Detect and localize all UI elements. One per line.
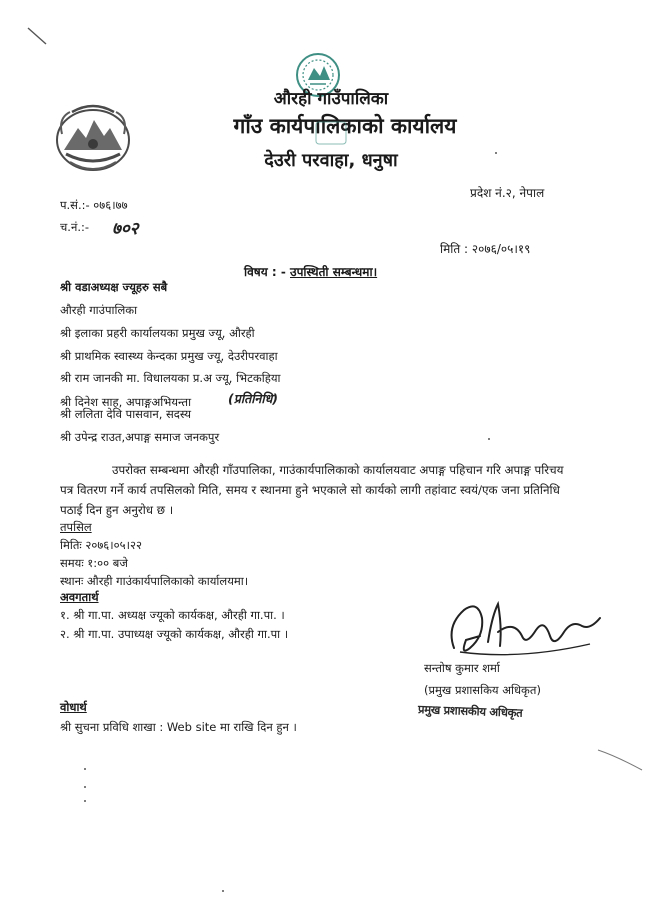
scan-dot bbox=[488, 438, 490, 440]
info-item: २. श्री गा.पा. उपाध्यक्ष ज्यूको कार्यकक्ष, औरही गा.पा । bbox=[60, 627, 289, 641]
scan-dot bbox=[84, 786, 86, 788]
info-heading: अवगतार्थ bbox=[60, 590, 99, 604]
recipient-line: श्री इलाका प्रहरी कार्यालयका प्रमुख ज्यू, औरही bbox=[60, 326, 255, 340]
recipient-line: श्री राम जानकी मा. विधालयका प्र.अ ज्यू, भिटकहिया bbox=[60, 371, 281, 385]
official-stamp: प्रमुख प्रशासकीय अधिकृत bbox=[417, 702, 523, 720]
body-paragraph: उपरोक्त सम्बन्धमा औरही गाँउपालिका, गाउंकार्यपालिकाको कार्यालयवाट अपाङ्ग पहिचान गरि अपाङ्ग परिचय पत्र वितरण गर्ने कार्य तपसिलको मिति, समय र स्थानमा हुने भएकाले सो कार्यको लागी तहांवाट स्वयं/एक जना प्रतिनिधि पठाई दिन हुन अनुरोध छ । bbox=[60, 463, 564, 517]
signatory-title: (प्रमुख प्रशासकिय अधिकृत) bbox=[424, 683, 541, 697]
reference-number: प.सं.:- ०७६।७७ bbox=[60, 198, 128, 212]
recipient-line: श्री प्राथमिक स्वास्थ्य केन्दका प्रमुख ज्यू, देउरीपरवाहा bbox=[60, 349, 278, 363]
recipient-line: श्री दिनेश साह, अपाङ्गअभियन्ता bbox=[60, 395, 192, 409]
tapasil-heading: तपसिल bbox=[60, 520, 92, 534]
tapasil-time: समयः १:०० बजे bbox=[60, 556, 128, 570]
office-seal-icon bbox=[314, 118, 348, 148]
recipient-line: श्री उपेन्द्र राउत,अपाङ्ग समाज जनकपुर bbox=[60, 430, 220, 444]
dispatch-number-label: च.नं.:- bbox=[60, 220, 90, 234]
tapasil-date: मितिः २०७६।०५।२२ bbox=[60, 538, 142, 552]
dispatch-number-handwritten: ७०२ bbox=[112, 219, 139, 239]
recipient-line: श्री ललिता देवि पासवान, सदस्य bbox=[60, 407, 192, 421]
office-address: देउरी परवाहा, धनुषा bbox=[264, 150, 398, 171]
province-line: प्रदेश नं.२, नेपाल bbox=[470, 186, 545, 200]
scan-dot bbox=[495, 152, 497, 154]
handwritten-annotation: (प्रतिनिधि) bbox=[228, 391, 279, 406]
scan-dot bbox=[84, 800, 86, 802]
subject-line bbox=[244, 263, 377, 280]
subject-text: उपस्थिती सम्बन्धमा। bbox=[290, 265, 378, 279]
action-line: श्री सुचना प्रविधि शाखा : Web site मा राखि दिन हुन । bbox=[60, 720, 297, 734]
action-heading: वोधार्थ bbox=[60, 700, 87, 714]
scan-mark bbox=[26, 26, 50, 48]
letter-date: मिति : २०७६/०५।१९ bbox=[440, 242, 531, 256]
tapasil-place: स्थानः औरही गाउंकार्यपालिकाको कार्यालयमा। bbox=[60, 574, 249, 588]
office-name: गाँउ कार्यपालिकाको कार्यालय bbox=[233, 114, 457, 138]
scan-dot bbox=[84, 768, 86, 770]
scan-dot bbox=[222, 890, 224, 892]
recipient-line: श्री वडाअध्यक्ष ज्यूहरु सबै bbox=[60, 280, 168, 294]
info-item: १. श्री गा.पा. अध्यक्ष ज्यूको कार्यकक्ष, औरही गा.पा. । bbox=[60, 608, 285, 622]
subject-label: विषय : - bbox=[244, 265, 290, 279]
signatory-name: सन्तोष कुमार शर्मा bbox=[424, 661, 500, 675]
municipality-name: औरही गाउँपालिका bbox=[273, 89, 389, 109]
recipient-line: औरही गाउंपालिका bbox=[60, 303, 138, 317]
signature-icon bbox=[440, 596, 610, 662]
scan-mark bbox=[596, 744, 646, 774]
